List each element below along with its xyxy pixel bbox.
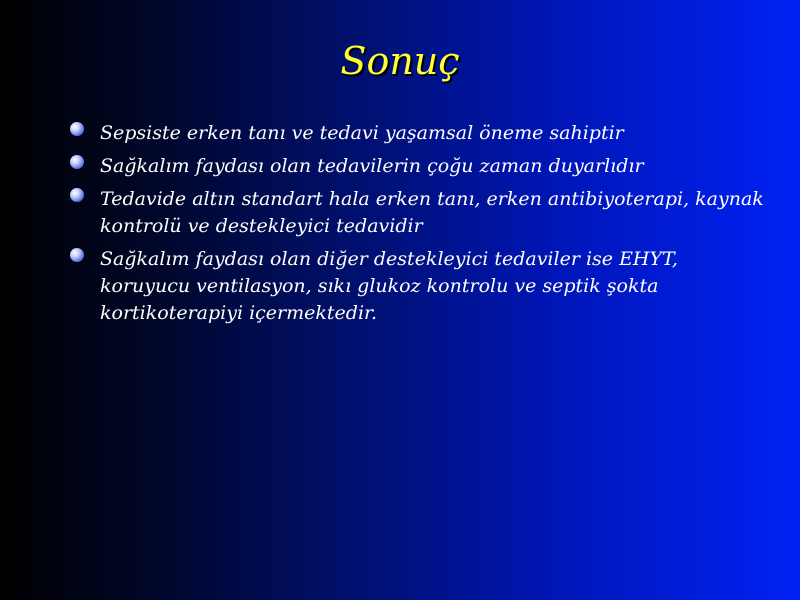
- round-bullet-icon: [70, 188, 84, 202]
- round-bullet-icon: [70, 155, 84, 169]
- round-bullet-icon: [70, 248, 84, 262]
- round-bullet-icon: [70, 122, 84, 136]
- bullet-text: Sepsiste erken tanı ve tedavi yaşamsal öneme sahiptir: [100, 122, 624, 144]
- bullet-text: Sağkalım faydası olan diğer destekleyici tedaviler ise EHYT, koruyucu ventilasyon, sıkı glukoz kontrolu ve septik şokta kortikoterapiyi içermektedir.: [100, 248, 678, 324]
- slide-title: Sonuç: [340, 39, 460, 83]
- bullet-item: [68, 186, 768, 240]
- bullet-list: [68, 120, 768, 333]
- bullet-item: [68, 153, 768, 180]
- bullet-item: [68, 246, 768, 327]
- bullet-text: Tedavide altın standart hala erken tanı, erken antibiyoterapi, kaynak kontrolü ve destekleyici tedavidir: [100, 188, 764, 237]
- bullet-text: Sağkalım faydası olan tedavilerin çoğu zaman duyarlıdır: [100, 155, 644, 177]
- bullet-item: [68, 120, 768, 147]
